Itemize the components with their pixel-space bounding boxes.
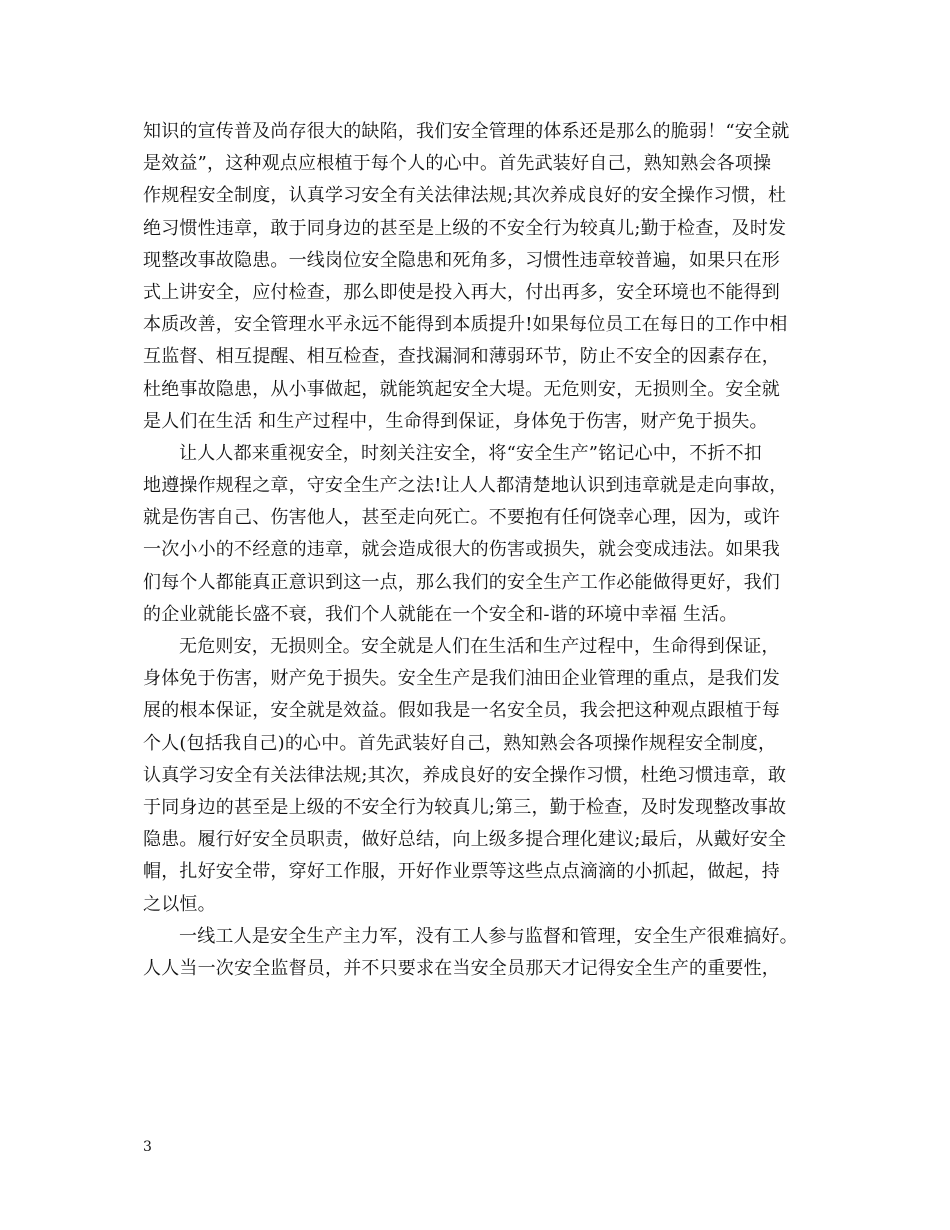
text-line: 是效益”，这种观点应根植于每个人的心中。首先武装好自己，熟知熟会各项操: [143, 153, 772, 175]
text-line: 帽，扎好安全带，穿好工作服，开好作业票等这些点点滴滴的小抓起，做起，持: [143, 861, 780, 883]
text-line: 互监督、相互提醒、相互检查，查找漏洞和薄弱环节，防止不安全的因素存在，: [143, 346, 780, 368]
text-line: 就是伤害自己、伤害他人，甚至走向死亡。不要抱有任何饶幸心理，因为，或许: [143, 507, 780, 529]
text-line: 认真学习安全有关法律法规;其次，养成良好的安全操作习惯，杜绝习惯违章，敢: [143, 764, 787, 786]
text-line: 杜绝事故隐患，从小事做起，就能筑起安全大堤。无危则安，无损则全。安全就: [143, 378, 780, 400]
text-line: 式上讲安全，应付检查，那么即使是投入再大，付出再多，安全环境也不能得到: [143, 281, 780, 303]
text-line: 个人(包括我自己)的心中。首先武装好自己，熟知熟会各项操作规程安全制度，: [143, 732, 777, 754]
text-line: 现整改事故隐患。一线岗位安全隐患和死角多，习惯性违章较普遍，如果只在形: [143, 249, 780, 271]
text-line: 一次小小的不经意的违章，就会造成很大的伤害或损失，就会变成违法。如果我: [143, 539, 780, 561]
text-line: 于同身边的甚至是上级的不安全行为较真儿;第三，勤于检查，及时发现整改事故: [143, 796, 787, 818]
page-number: 3: [143, 1139, 152, 1155]
text-line: 是人们在生活 和生产过程中，生命得到保证，身体免于伤害，财产免于损失。: [143, 410, 768, 432]
text-line: 们每个人都能真正意识到这一点，那么我们的安全生产工作必能做得更好，我们: [143, 571, 780, 593]
text-line: 身体免于伤害，财产免于损失。安全生产是我们油田企业管理的重点，是我们发: [143, 668, 780, 690]
text-line: 作规程安全制度，认真学习安全有关法律法规;其次养成良好的安全操作习惯，杜: [143, 185, 787, 207]
text-line: 无危则安，无损则全。安全就是人们在生活和生产过程中，生命得到保证，: [179, 636, 780, 657]
text-line: 展的根本保证，安全就是效益。假如我是一名安全员，我会把这种观点跟植于每: [143, 700, 780, 722]
text-line: 之以恒。: [143, 893, 216, 915]
text-line: 知识的宣传普及尚存很大的缺陷，我们安全管理的体系还是那么的脆弱！“安全就: [143, 121, 790, 142]
text-line: 让人人都来重视安全，时刻关注安全，将“安全生产”铭记心中，不折不扣: [179, 442, 763, 464]
text-line: 隐患。履行好安全员职责，做好总结，向上级多提合理化建议;最后，从戴好安全: [143, 829, 787, 851]
text-line: 本质改善，安全管理水平永远不能得到本质提升!如果每位员工在每日的工作中相: [143, 314, 788, 336]
text-line: 绝习惯性违章，敢于同身边的甚至是上级的不安全行为较真儿;勤于检查，及时发: [143, 217, 787, 239]
text-line: 人人当一次安全监督员，并不只要求在当安全员那天才记得安全生产的重要性，: [143, 957, 780, 979]
body-text: [143, 116, 843, 985]
text-line: 地遵操作规程之章，守安全生产之法!让人人都清楚地认识到违章就是走向事故，: [143, 475, 788, 497]
text-line: 的企业就能长盛不衰，我们个人就能在一个安全和-谐的环境中幸福 生活。: [143, 603, 738, 625]
text-line: 一线工人是安全生产主力军，没有工人参与监督和管理，安全生产很难搞好。: [179, 925, 798, 947]
